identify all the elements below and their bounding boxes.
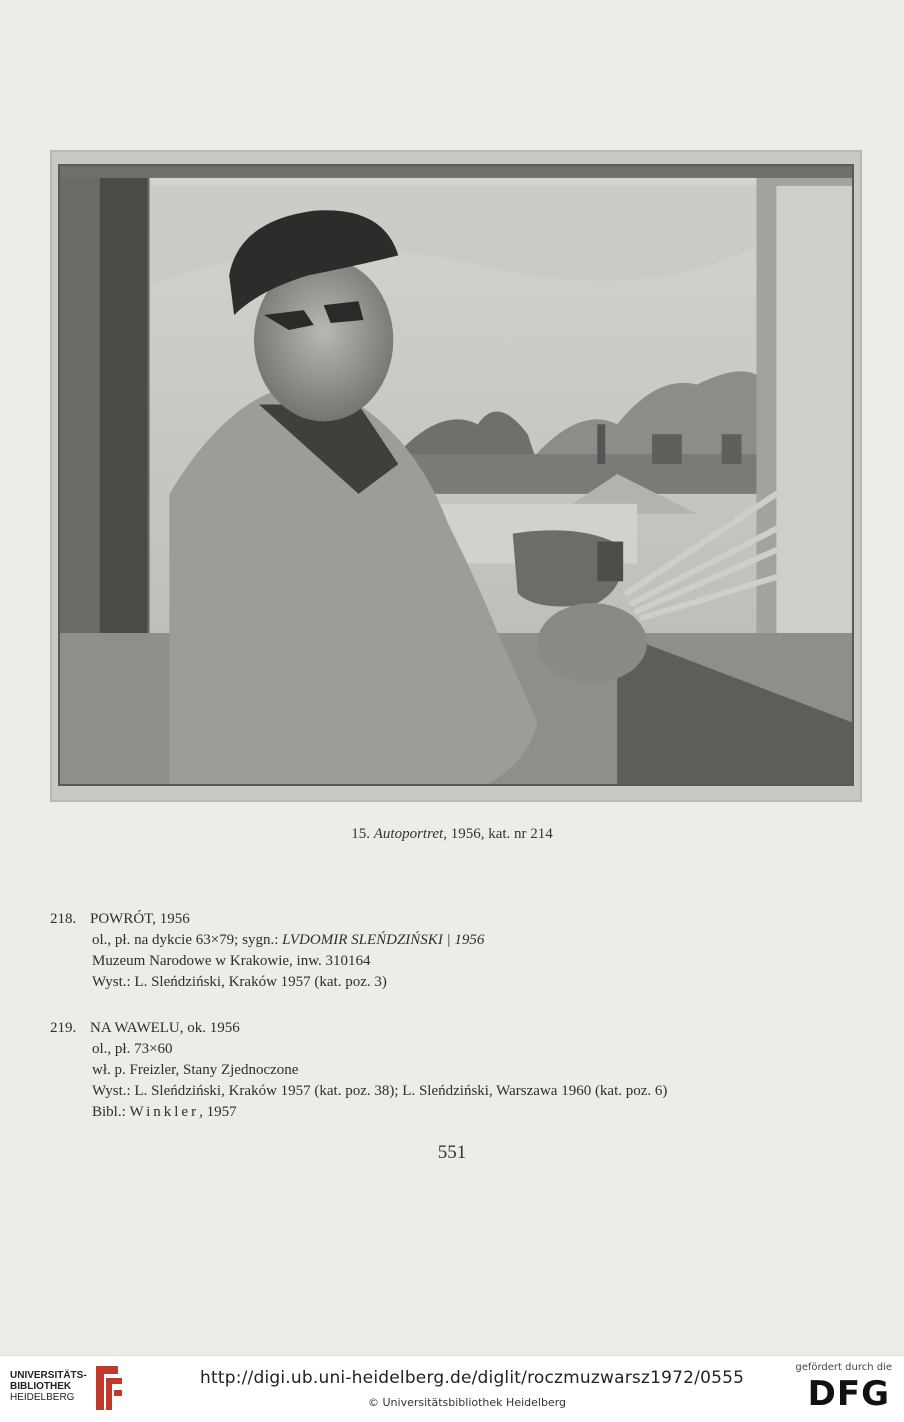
plate-caption: [0, 826, 904, 843]
entry-line: Bibl.:: [92, 1104, 130, 1120]
library-name-line1: UNIVERSITÄTS-: [10, 1370, 87, 1381]
entry-line: Muzeum Narodowe w Krakowie, inw. 310164: [92, 953, 371, 969]
entry-line: Wyst.: L. Sleńdziński, Kraków 1957 (kat. poz. 3): [92, 974, 387, 990]
signature-text: LVDOMIR SLEŃDZIŃSKI | 1956: [282, 932, 485, 948]
dfg-logo[interactable]: DFG: [807, 1374, 890, 1414]
caption-title: Autoportret: [373, 826, 444, 842]
entry-number: 218.: [50, 911, 77, 927]
entry-line: Wyst.: L. Sleńdziński, Kraków 1957 (kat. poz. 38); L. Sleńdziński, Warszawa 1960 (kat. poz. 6): [92, 1083, 668, 1099]
caption-number: 15.: [351, 826, 370, 842]
plate-frame: [50, 150, 862, 802]
entry-line-end: , 1957: [199, 1104, 237, 1120]
author-name: Winkler: [129, 1104, 200, 1120]
entry-line: wł. p. Freizler, Stany Zjednoczone: [92, 1062, 299, 1078]
caption-details: , 1956, kat. nr 214: [443, 826, 553, 842]
catalog-entry-218: [50, 909, 484, 993]
entry-heading: NA WAWELU, ok. 1956: [90, 1020, 240, 1036]
catalog-entry-219: [50, 1018, 667, 1123]
library-name-line2: BIBLIOTHEK: [10, 1381, 72, 1392]
entry-line: ol., pł. 73×60: [92, 1041, 173, 1057]
library-name-line3: HEIDELBERG: [10, 1392, 75, 1403]
self-portrait-painting-image: [58, 164, 854, 786]
entry-line: ol., pł. na dykcie 63×79; sygn.:: [92, 932, 283, 948]
funding-label: gefördert durch die: [795, 1362, 892, 1373]
page-number: 551: [437, 1142, 467, 1163]
entry-number: 219.: [50, 1020, 77, 1036]
library-emblem-icon: [92, 1364, 126, 1414]
copyright-notice: © Universitätsbibliothek Heidelberg: [368, 1396, 567, 1409]
library-logo[interactable]: [10, 1370, 87, 1403]
entry-heading: POWRÓT, 1956: [90, 911, 190, 927]
permalink-url[interactable]: http://digi.ub.uni-heidelberg.de/diglit/roczmuzwarsz1972/0555: [200, 1368, 745, 1388]
viewer-footer: [0, 1355, 904, 1422]
